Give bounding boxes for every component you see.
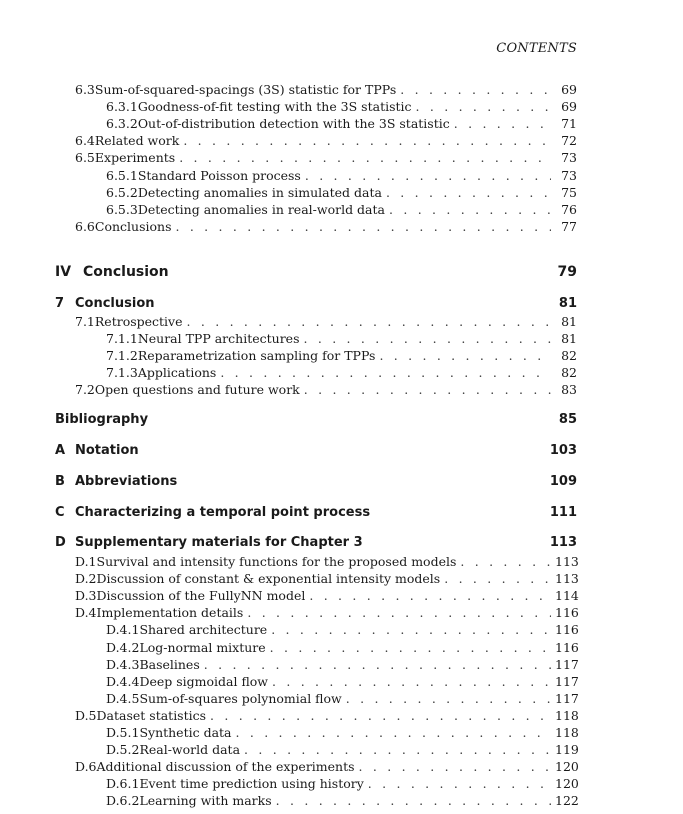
- entry-number: D.4.2: [106, 639, 140, 655]
- entry-page: 73: [561, 167, 577, 183]
- dot-leader: [389, 201, 551, 218]
- toc-entry[interactable]: [106, 621, 577, 638]
- entry-number: 7.2: [75, 382, 95, 398]
- toc-entry[interactable]: [106, 724, 577, 741]
- entry-title: Conclusions: [94, 218, 172, 234]
- entry-title: Synthetic data: [139, 725, 232, 740]
- dot-leader: [416, 98, 551, 115]
- entry-number: D.5: [75, 707, 97, 723]
- dot-leader: [271, 621, 551, 638]
- toc-entry[interactable]: [75, 149, 577, 166]
- toc-entry[interactable]: [106, 690, 577, 707]
- entry-number: D.6.2: [106, 793, 140, 809]
- entry-page: 120: [555, 759, 579, 775]
- appendix-title: Supplementary materials for Chapter 3: [75, 535, 363, 550]
- entry-title: Open questions and future work: [94, 382, 300, 398]
- entry-page: 76: [561, 201, 577, 217]
- toc-appendix-d[interactable]: [55, 535, 577, 550]
- toc-entry[interactable]: [106, 639, 577, 656]
- appendix-page: 103: [549, 443, 577, 458]
- entry-number: 6.4: [75, 133, 95, 149]
- dot-leader: [368, 775, 551, 792]
- entry-number: 6.5.1: [106, 167, 138, 183]
- dot-leader: [304, 381, 551, 398]
- appendix-title: Characterizing a temporal point process: [75, 505, 371, 520]
- entry-page: 81: [561, 314, 577, 329]
- dot-leader: [454, 115, 551, 132]
- toc-entry[interactable]: [75, 570, 577, 587]
- toc-chapter-7[interactable]: [55, 296, 577, 311]
- entry-number: 7.1.2: [106, 348, 138, 364]
- appendix-page: 111: [549, 505, 577, 520]
- entry-number: 6.5.3: [106, 201, 138, 217]
- entry-title: Reparametrization sampling for TPPs: [137, 348, 376, 364]
- entry-page: 118: [555, 707, 579, 723]
- appendix-page: 109: [549, 474, 577, 489]
- dot-leader: [187, 313, 551, 330]
- part-number: IV: [55, 264, 72, 280]
- toc-entry[interactable]: [106, 347, 577, 364]
- entry-number: D.2: [75, 571, 97, 587]
- appendix-title: Notation: [75, 443, 139, 458]
- toc-entry[interactable]: [106, 167, 577, 184]
- entry-title: Discussion of constant & exponential intensity models: [96, 571, 441, 587]
- toc-appendix-a[interactable]: [55, 443, 577, 458]
- dot-leader: [244, 741, 551, 758]
- entry-title: Detecting anomalies in simulated data: [137, 184, 382, 200]
- entry-number: D.5.2: [106, 742, 140, 758]
- dot-leader: [309, 587, 551, 604]
- toc-entry[interactable]: [106, 775, 577, 792]
- toc-appendix-c[interactable]: [55, 505, 577, 520]
- entry-title: Applications: [137, 365, 217, 381]
- dot-leader: [270, 639, 551, 656]
- dot-leader: [272, 673, 551, 690]
- entry-page: 116: [555, 622, 579, 638]
- toc-entry[interactable]: [75, 707, 577, 724]
- entry-page: 73: [561, 150, 577, 166]
- entry-title: Experiments: [94, 150, 176, 166]
- bibliography-title: Bibliography: [55, 412, 149, 427]
- entry-title: Event time prediction using history: [139, 776, 364, 792]
- dot-leader: [305, 167, 551, 184]
- entry-title: Implementation details: [96, 605, 244, 621]
- entry-page: 69: [561, 82, 577, 97]
- chapter-number: 7: [55, 296, 65, 311]
- entry-number: D.4: [75, 605, 97, 621]
- dot-leader: [210, 707, 551, 724]
- entry-number: D.5.1: [106, 725, 140, 740]
- entry-page: 77: [561, 218, 577, 234]
- toc-entry[interactable]: [75, 81, 577, 98]
- entry-page: 120: [555, 776, 579, 792]
- appendix-letter: A: [55, 443, 66, 458]
- toc-entry[interactable]: [106, 184, 577, 201]
- entry-page: 119: [555, 742, 579, 758]
- dot-leader: [346, 690, 551, 707]
- entry-page: 72: [561, 133, 577, 149]
- entry-page: 82: [561, 365, 577, 381]
- entry-page: 122: [555, 793, 579, 809]
- dot-leader: [276, 792, 551, 809]
- entry-title: Goodness-of-fit testing with the 3S statistic: [137, 99, 412, 115]
- entry-title: Shared architecture: [139, 622, 268, 638]
- toc-entry[interactable]: [106, 656, 577, 673]
- toc-entry[interactable]: [106, 364, 577, 381]
- entry-title: Neural TPP architectures: [137, 331, 300, 347]
- entry-number: 7.1.1: [106, 331, 138, 347]
- entry-title: Sum-of-squared-spacings (3S) statistic for TPPs: [94, 82, 397, 97]
- entry-number: 7.1: [75, 314, 95, 329]
- entry-title: Retrospective: [94, 314, 183, 329]
- toc-entry[interactable]: [106, 201, 577, 218]
- entry-number: D.3: [75, 588, 97, 604]
- toc-entry[interactable]: [106, 792, 577, 809]
- toc-bibliography[interactable]: [55, 412, 577, 427]
- dot-leader: [236, 724, 551, 741]
- entry-page: 83: [561, 382, 577, 398]
- dot-leader: [379, 347, 551, 364]
- toc-entry[interactable]: [75, 553, 577, 570]
- entry-number: 6.3: [75, 82, 95, 97]
- entry-number: 6.3.1: [106, 99, 138, 115]
- entry-title: Real-world data: [139, 742, 241, 758]
- toc-entry[interactable]: [106, 741, 577, 758]
- entry-number: 6.6: [75, 218, 95, 234]
- chapter-title: Conclusion: [75, 296, 155, 311]
- entry-title: Learning with marks: [139, 793, 272, 809]
- appendix-letter: C: [55, 505, 65, 520]
- dot-leader: [175, 218, 551, 235]
- entry-page: 116: [555, 605, 579, 621]
- appendix-page: 113: [549, 535, 577, 550]
- dot-leader: [460, 553, 551, 570]
- toc-entry[interactable]: [75, 132, 577, 149]
- entry-title: Log-normal mixture: [139, 639, 266, 655]
- entry-title: Additional discussion of the experiments: [96, 759, 355, 775]
- entry-title: Deep sigmoidal flow: [139, 673, 269, 689]
- dot-leader: [183, 132, 551, 149]
- entry-page: 113: [555, 571, 579, 587]
- toc-entry[interactable]: [75, 604, 577, 621]
- entry-title: Baselines: [139, 656, 200, 672]
- entry-page: 117: [555, 673, 579, 689]
- entry-page: 81: [561, 331, 577, 347]
- entry-title: Related work: [94, 133, 180, 149]
- appendix-letter: D: [55, 535, 66, 550]
- dot-leader: [444, 570, 551, 587]
- appendix-letter: B: [55, 474, 65, 489]
- entry-number: D.4.4: [106, 673, 140, 689]
- toc-entry[interactable]: [106, 330, 577, 347]
- entry-page: 71: [561, 116, 577, 132]
- dot-leader: [386, 184, 551, 201]
- entry-title: Detecting anomalies in real-world data: [137, 201, 385, 217]
- entry-number: 6.3.2: [106, 116, 138, 132]
- entry-number: D.4.3: [106, 656, 140, 672]
- running-header: CONTENTS: [496, 41, 577, 56]
- bibliography-page: 85: [558, 412, 577, 427]
- entry-title: Dataset statistics: [96, 707, 207, 723]
- entry-page: 113: [555, 554, 579, 569]
- dot-leader: [247, 604, 551, 621]
- toc-entry[interactable]: [75, 313, 577, 330]
- toc-entry[interactable]: [106, 673, 577, 690]
- toc-entry[interactable]: [75, 587, 577, 604]
- entry-number: D.4.5: [106, 690, 140, 706]
- entry-page: 69: [561, 99, 577, 115]
- entry-page: 75: [561, 184, 577, 200]
- entry-page: 118: [555, 725, 579, 740]
- toc-entry[interactable]: [106, 115, 577, 132]
- entry-title: Standard Poisson process: [137, 167, 301, 183]
- entry-title: Out-of-distribution detection with the 3S statistic: [137, 116, 450, 132]
- entry-page: 117: [555, 656, 579, 672]
- entry-number: 6.5.2: [106, 184, 138, 200]
- toc-appendix-b[interactable]: [55, 474, 577, 489]
- entry-number: 6.5: [75, 150, 95, 166]
- entry-number: D.4.1: [106, 622, 140, 638]
- dot-leader: [204, 656, 551, 673]
- entry-page: 82: [561, 348, 577, 364]
- entry-number: D.6: [75, 759, 97, 775]
- entry-title: Survival and intensity functions for the proposed models: [96, 554, 457, 569]
- entry-number: D.6.1: [106, 776, 140, 792]
- dot-leader: [220, 364, 551, 381]
- entry-page: 117: [555, 690, 579, 706]
- dot-leader: [179, 149, 551, 166]
- dot-leader: [359, 758, 551, 775]
- toc-entry[interactable]: [106, 98, 577, 115]
- entry-title: Discussion of the FullyNN model: [96, 588, 306, 604]
- dot-leader: [304, 330, 552, 347]
- chapter-page: 81: [558, 296, 577, 311]
- dot-leader: [400, 81, 551, 98]
- entry-number: D.1: [75, 554, 97, 569]
- toc-entry[interactable]: [75, 381, 577, 398]
- toc-part-iv[interactable]: [55, 264, 577, 280]
- part-title: Conclusion: [83, 264, 169, 280]
- toc-entry[interactable]: [75, 218, 577, 235]
- part-page: 79: [557, 264, 577, 280]
- appendix-title: Abbreviations: [75, 474, 178, 489]
- entry-number: 7.1.3: [106, 365, 138, 381]
- entry-page: 116: [555, 639, 579, 655]
- entry-page: 114: [555, 588, 579, 604]
- entry-title: Sum-of-squares polynomial flow: [139, 690, 342, 706]
- toc-entry[interactable]: [75, 758, 577, 775]
